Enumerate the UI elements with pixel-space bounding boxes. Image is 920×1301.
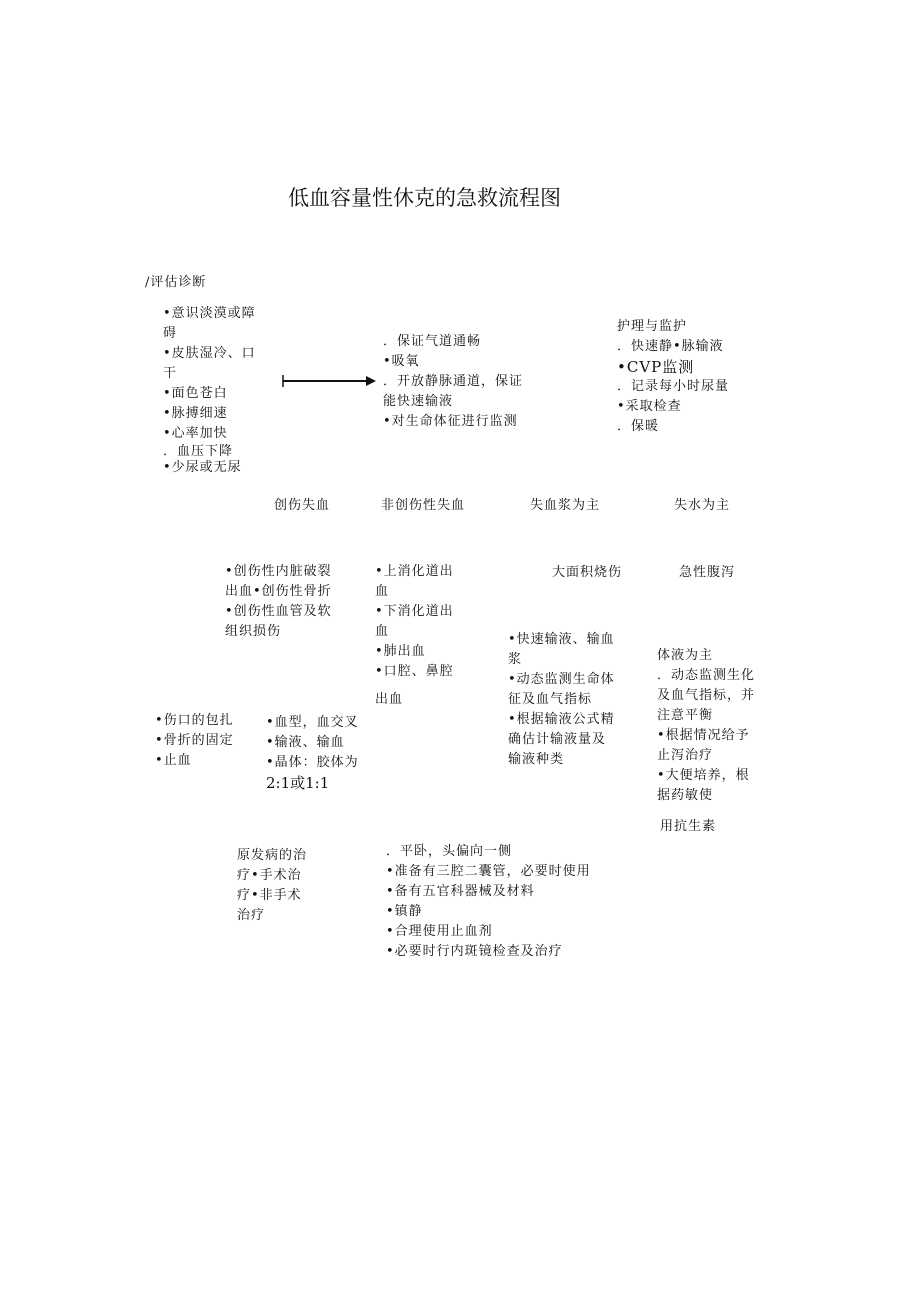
list-item: •上消化道出 bbox=[375, 564, 454, 579]
list-item: 原发病的治 bbox=[237, 848, 308, 863]
assess-list bbox=[163, 304, 256, 478]
list-item: 浆 bbox=[508, 652, 523, 667]
nursing-list bbox=[617, 317, 729, 437]
list-item: •CVP监测 bbox=[617, 358, 695, 376]
list-item: 血 bbox=[375, 584, 390, 599]
list-item: ．保证气道通畅 bbox=[383, 334, 482, 349]
list-item: •面色苍白 bbox=[163, 386, 228, 401]
list-item: 组织损伤 bbox=[225, 624, 282, 639]
list-item: 用抗生素 bbox=[660, 819, 717, 834]
category-non-trauma: 非创伤性失血 bbox=[381, 498, 466, 513]
category-water: 失水为主 bbox=[674, 498, 731, 513]
list-item: •快速输液、输血 bbox=[508, 632, 615, 647]
list-item: 出血•创伤性骨折 bbox=[225, 584, 332, 599]
non-trauma-causes-list bbox=[375, 562, 454, 710]
list-item: •合理使用止血剂 bbox=[386, 924, 493, 939]
category-plasma: 失血浆为主 bbox=[530, 498, 601, 513]
diarrhea-list bbox=[657, 646, 755, 837]
list-item: 止泻治疗 bbox=[657, 748, 714, 763]
assess-heading: /评估诊断 bbox=[145, 275, 207, 290]
list-item: ．平卧，头偏向一侧 bbox=[386, 844, 513, 859]
list-item: 碍 bbox=[163, 326, 178, 341]
list-item: 据药敏使 bbox=[657, 788, 714, 803]
list-item: •意识淡漠或障 bbox=[163, 306, 256, 321]
list-item: 及血气指标，并 bbox=[657, 688, 756, 703]
list-item: •大便培养，根 bbox=[657, 768, 750, 783]
list-item: •心率加快 bbox=[163, 426, 228, 441]
list-item: •动态监测生命体 bbox=[508, 672, 615, 687]
bleeding-care-list bbox=[386, 842, 591, 962]
ratio-text: 2:1或1:1 bbox=[266, 774, 330, 792]
trauma-causes-list bbox=[225, 562, 332, 642]
list-item: •输液、输血 bbox=[266, 735, 345, 750]
list-item: 能快速输液 bbox=[383, 394, 454, 409]
list-item: •少尿或无尿 bbox=[163, 460, 242, 475]
list-item: •血型，血交叉 bbox=[266, 715, 359, 730]
list-item: •肺出血 bbox=[375, 644, 426, 659]
list-item: 注意平衡 bbox=[657, 708, 714, 723]
list-item: •创伤性血管及软 bbox=[225, 604, 332, 619]
list-item: 体液为主 bbox=[657, 648, 714, 663]
list-item: ．血压下降 bbox=[163, 444, 234, 459]
list-item: •准备有三腔二囊管，必要时使用 bbox=[386, 864, 591, 879]
list-item: •根据输液公式精 bbox=[508, 712, 615, 727]
arrow-right-icon bbox=[282, 372, 377, 390]
list-item: 血 bbox=[375, 624, 390, 639]
list-item: ．保暖 bbox=[617, 419, 660, 434]
list-item: ．开放静脉通道，保证 bbox=[383, 374, 524, 389]
list-item: •脉搏细速 bbox=[163, 406, 228, 421]
list-item: •晶体：胶体为 bbox=[266, 755, 359, 770]
list-item: •骨折的固定 bbox=[155, 733, 234, 748]
list-item: •对生命体征进行监测 bbox=[383, 414, 518, 429]
list-item: •必要时行内斑镜检查及治疗 bbox=[386, 944, 563, 959]
list-item: 确估计输液量及 bbox=[508, 732, 607, 747]
page-title: 低血容量性休克的急救流程图 bbox=[288, 186, 561, 210]
list-item: ．快速静•脉输液 bbox=[617, 339, 724, 354]
burn-heading: 大面积烧伤 bbox=[552, 565, 623, 580]
list-item: 干 bbox=[163, 366, 178, 381]
list-item: •创伤性内脏破裂 bbox=[225, 564, 332, 579]
list-item: 疗•非手术 bbox=[237, 888, 302, 903]
primary-treatment-list bbox=[237, 846, 307, 926]
list-item: •根据情况给予 bbox=[657, 728, 750, 743]
list-item: 疗•手术治 bbox=[237, 868, 302, 883]
first-aid-list bbox=[383, 332, 523, 432]
list-item: ．记录每小时尿量 bbox=[617, 379, 730, 394]
nursing-heading: 护理与监护 bbox=[617, 319, 688, 334]
list-item: •止血 bbox=[155, 753, 192, 768]
list-item: •采取检查 bbox=[617, 399, 682, 414]
list-item: 输液种类 bbox=[508, 752, 565, 767]
burn-list bbox=[508, 630, 615, 770]
list-item: •镇静 bbox=[386, 904, 423, 919]
list-item: 治疗 bbox=[237, 908, 266, 923]
list-item: ．动态监测生化 bbox=[657, 668, 756, 683]
list-item: •伤口的包扎 bbox=[155, 713, 234, 728]
list-item: •下消化道出 bbox=[375, 604, 454, 619]
list-item: 出血 bbox=[375, 692, 404, 707]
transfusion-list bbox=[266, 713, 359, 793]
wound-care-list bbox=[155, 711, 234, 771]
diarrhea-heading: 急性腹泻 bbox=[679, 565, 736, 580]
list-item: •皮肤湿冷、口 bbox=[163, 346, 256, 361]
list-item: 征及血气指标 bbox=[508, 692, 593, 707]
category-trauma: 创伤失血 bbox=[274, 498, 331, 513]
list-item: •口腔、鼻腔 bbox=[375, 664, 454, 679]
list-item: •备有五官科器械及材料 bbox=[386, 884, 535, 899]
list-item: •吸氧 bbox=[383, 354, 420, 369]
